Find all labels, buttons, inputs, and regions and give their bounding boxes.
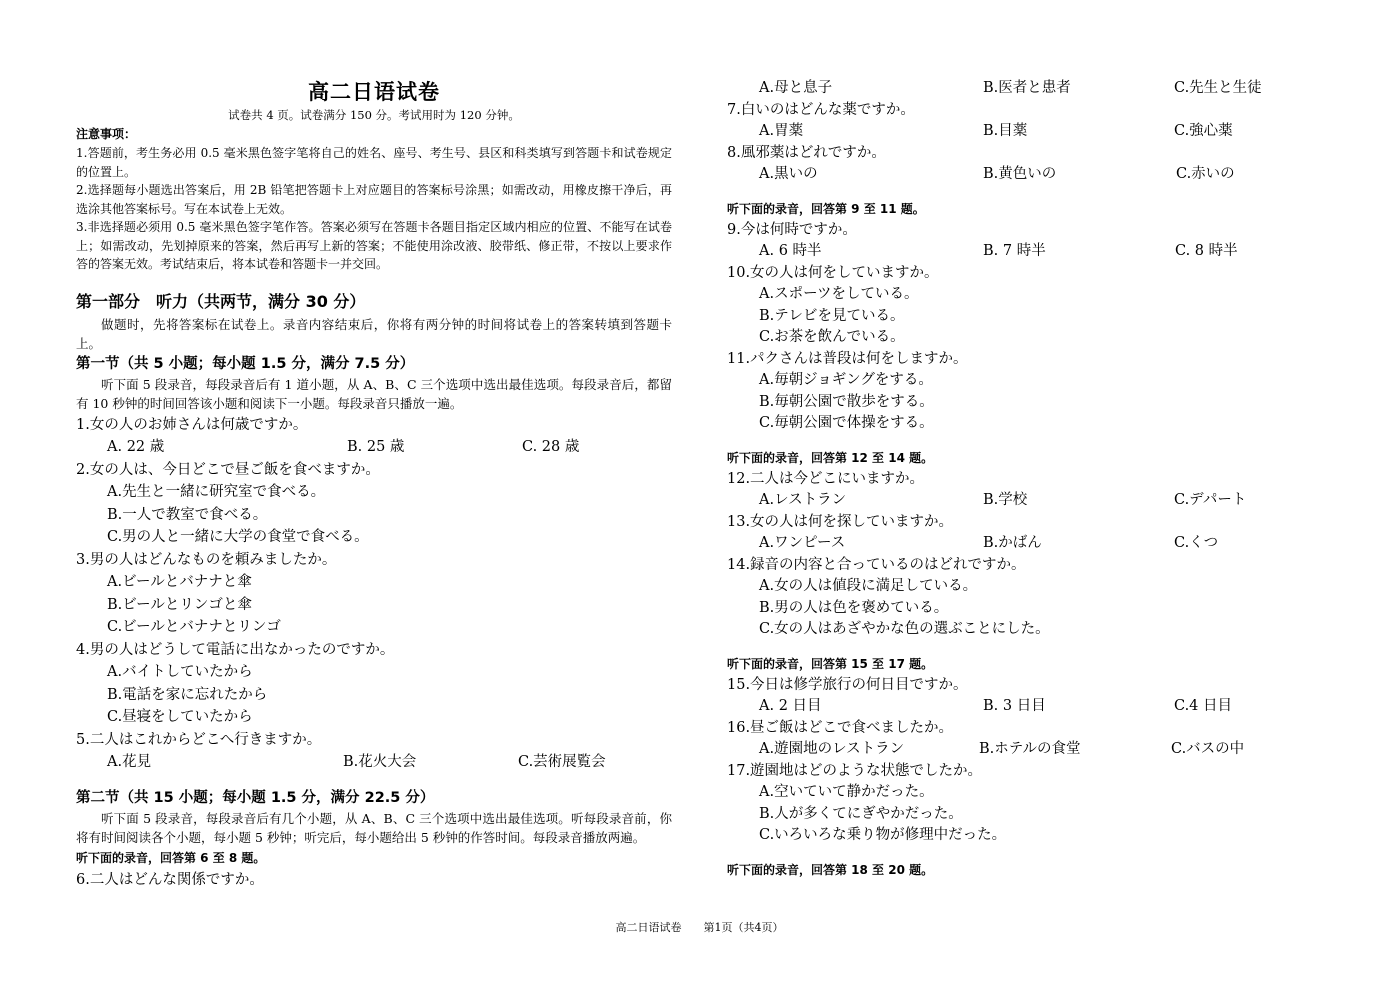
options-row-8 (727, 164, 1287, 186)
option-b[interactable]: B.黄色いの (983, 166, 1057, 182)
option-b[interactable]: B.テレビを見ている。 (759, 307, 905, 324)
options-row-7 (727, 121, 1287, 143)
option-a[interactable]: A.胃薬 (759, 123, 804, 139)
question-4: 4.男の人はどうして電話に出なかったのですか。 (76, 641, 395, 658)
option-c[interactable]: C.デパート (1174, 492, 1247, 508)
option-a[interactable]: A.花見 (107, 754, 152, 770)
question-9: 9.今は何時ですか。 (727, 221, 857, 238)
right-column (727, 78, 1287, 881)
option-b[interactable]: B.ビールとリンゴと傘 (107, 596, 252, 613)
option-b[interactable]: B.医者と患者 (983, 80, 1071, 96)
section2-title: 第二节（共 15 小题；每小题 1.5 分，满分 22.5 分） (76, 789, 435, 806)
option-a[interactable]: A. 6 時半 (759, 243, 822, 259)
option-c[interactable]: C.女の人はあざやかな色の選ぶことにした。 (759, 621, 1050, 637)
option-a[interactable]: A.先生と一緒に研究室で食べる。 (107, 484, 326, 500)
option-a[interactable]: A.バイトしていたから (107, 664, 253, 680)
option-b[interactable]: B.男の人は色を褒めている。 (759, 599, 949, 616)
options-row-6 (727, 78, 1287, 100)
listening-instruction: 听下面的录音，回答第 9 至 11 题。 (727, 201, 925, 216)
option-b[interactable]: B.電話を家に忘れたから (107, 686, 268, 703)
part1-intro: 做题时，先将答案标在试卷上。录音内容结束后，你将有两分钟的时间将试卷上的答案转填到答题卡上。 (76, 316, 672, 351)
option-a[interactable]: A.ビールとバナナと傘 (107, 574, 252, 590)
option-c[interactable]: C.昼寝をしていたから (107, 709, 253, 725)
section1-title: 第一节（共 5 小题；每小题 1.5 分，满分 7.5 分） (76, 355, 415, 372)
option-b[interactable]: B.花火大会 (343, 754, 417, 770)
question-13: 13.女の人は何を探していますか。 (727, 513, 954, 530)
option-a[interactable]: A.ワンピース (759, 535, 846, 551)
question-2: 2.女の人は、今日どこで昼ご飯を食べますか。 (76, 461, 380, 478)
options-row-5 (76, 751, 672, 774)
question-17: 17.遊園地はどのような状態でしたか。 (727, 762, 983, 779)
question-8: 8.風邪薬はどれですか。 (727, 144, 886, 161)
question-7: 7.白いのはどんな薬ですか。 (727, 101, 915, 118)
option-b[interactable]: B.かばん (983, 535, 1042, 551)
option-a[interactable]: A. 2 日目 (759, 698, 822, 714)
question-11: 11.パクさんは普段は何をしますか。 (727, 350, 968, 367)
option-b[interactable]: B.毎朝公園で散歩をする。 (759, 393, 934, 410)
notice-item: 3.非选择题必须用 0.5 毫米黑色签字笔作答。答案必须写在答题卡各题目指定区域内相应的位置、不能写在试卷上；如需改动，先划掉原来的答案，然后再写上新的答案；不能使用涂改液、胶带纸、修正带，不按以上要求作答的答案无效。考试结束后，将本试卷和答题卡一并交回。 (76, 220, 672, 271)
option-c[interactable]: C.くつ (1174, 535, 1219, 551)
option-b[interactable]: B. 3 日目 (983, 698, 1046, 714)
listening-instruction: 听下面的录音，回答第 12 至 14 题。 (727, 450, 934, 465)
question-10: 10.女の人は何をしていますか。 (727, 264, 939, 281)
notice-heading: 注意事项： (76, 127, 137, 141)
listening-instruction: 听下面的录音，回答第 6 至 8 题。 (76, 850, 266, 865)
option-c[interactable]: C.バスの中 (1171, 741, 1245, 757)
option-c[interactable]: C.先生と生徒 (1174, 80, 1262, 96)
section2-intro: 听下面 5 段录音，每段录音后有几个小题，从 A、B、C 三个选项中选出最佳选项。听每段录音前，你将有时间阅读各个小题，每小题 5 秒钟；听完后，每小题给出 5 秒钟的作答时间。每段录音播放两遍。 (76, 810, 672, 845)
part1-title: 第一部分 听力（共两节，满分 30 分） (76, 291, 366, 311)
listening-instruction: 听下面的录音，回答第 18 至 20 题。 (727, 862, 934, 877)
section1-intro: 听下面 5 段录音，每段录音后有 1 道小题，从 A、B、C 三个选项中选出最佳选项。每段录音后，都留有 10 秒钟的时间回答该小题和阅读下一小题。每段录音只播放一遍。 (76, 376, 672, 411)
option-c[interactable]: C.4 日目 (1174, 698, 1233, 714)
option-a[interactable]: A.スポーツをしている。 (759, 286, 919, 302)
option-a[interactable]: A.黒いの (759, 166, 818, 182)
question-1: 1.女の人のお姉さんは何歳ですか。 (76, 416, 308, 433)
option-c[interactable]: C.強心薬 (1174, 123, 1233, 139)
option-c[interactable]: C.お茶を飲んでいる。 (759, 329, 905, 345)
option-c[interactable]: C. 8 時半 (1175, 243, 1238, 259)
options-row-13 (727, 533, 1287, 555)
option-b[interactable]: B.目薬 (983, 123, 1028, 139)
option-c[interactable]: C.芸術展覧会 (518, 754, 606, 770)
option-b[interactable]: B.人が多くてにぎやかだった。 (759, 805, 963, 822)
notice-item: 1.答题前，考生务必用 0.5 毫米黑色签字笔将自己的姓名、座号、考生号、县区和科类填写到答题卡和试卷规定的位置上。 (76, 146, 672, 179)
option-c[interactable]: C.男の人と一緒に大学の食堂で食べる。 (107, 529, 369, 545)
option-b[interactable]: B. 25 歳 (347, 439, 405, 455)
options-row-15 (727, 696, 1287, 718)
options-row-16 (727, 739, 1287, 761)
option-a[interactable]: A. 22 歳 (107, 439, 165, 455)
option-c[interactable]: C.毎朝公園で体操をする。 (759, 415, 934, 431)
options-row-1 (76, 436, 672, 459)
option-a[interactable]: A.母と息子 (759, 80, 833, 96)
option-a[interactable]: A.毎朝ジョギングをする。 (759, 372, 933, 388)
question-12: 12.二人は今どこにいますか。 (727, 470, 925, 487)
option-c[interactable]: C.いろいろな乗り物が修理中だった。 (759, 827, 1007, 843)
question-15: 15.今日は修学旅行の何日目ですか。 (727, 676, 968, 693)
option-b[interactable]: B. 7 時半 (983, 243, 1046, 259)
question-3: 3.男の人はどんなものを頼みましたか。 (76, 551, 337, 568)
option-b[interactable]: B.一人で教室で食べる。 (107, 506, 268, 523)
listening-instruction: 听下面的录音，回答第 15 至 17 题。 (727, 656, 934, 671)
left-column (76, 78, 672, 891)
option-c[interactable]: C. 28 歳 (522, 439, 580, 455)
option-a[interactable]: A.空いていて静かだった。 (759, 784, 934, 800)
option-a[interactable]: A.遊園地のレストラン (759, 741, 905, 757)
options-row-12 (727, 490, 1287, 512)
notice-item: 2.选择题每小题选出答案后，用 2B 铅笔把答题卡上对应题目的答案标号涂黑；如需改动，用橡皮擦干净后，再选涂其他答案标号。写在本试卷上无效。 (76, 183, 672, 216)
page-footer: 高二日语试卷 第1页（共4页） (615, 921, 784, 934)
options-row-9 (727, 241, 1287, 263)
question-16: 16.昼ご飯はどこで食べましたか。 (727, 719, 954, 736)
option-a[interactable]: A.レストラン (759, 492, 847, 508)
option-b[interactable]: B.学校 (983, 492, 1028, 508)
question-6: 6.二人はどんな関係ですか。 (76, 871, 264, 888)
exam-subtitle: 试卷共 4 页。试卷满分 150 分。考试用时为 120 分钟。 (228, 108, 520, 122)
option-c[interactable]: C.赤いの (1176, 166, 1235, 182)
question-14: 14.録音の内容と合っているのはどれですか。 (727, 556, 1026, 573)
option-c[interactable]: C.ビールとバナナとリンゴ (107, 619, 281, 635)
exam-title: 高二日语试卷 (308, 80, 440, 104)
option-a[interactable]: A.女の人は値段に満足している。 (759, 578, 978, 594)
question-5: 5.二人はこれからどこへ行きますか。 (76, 731, 322, 748)
option-b[interactable]: B.ホテルの食堂 (979, 741, 1081, 757)
